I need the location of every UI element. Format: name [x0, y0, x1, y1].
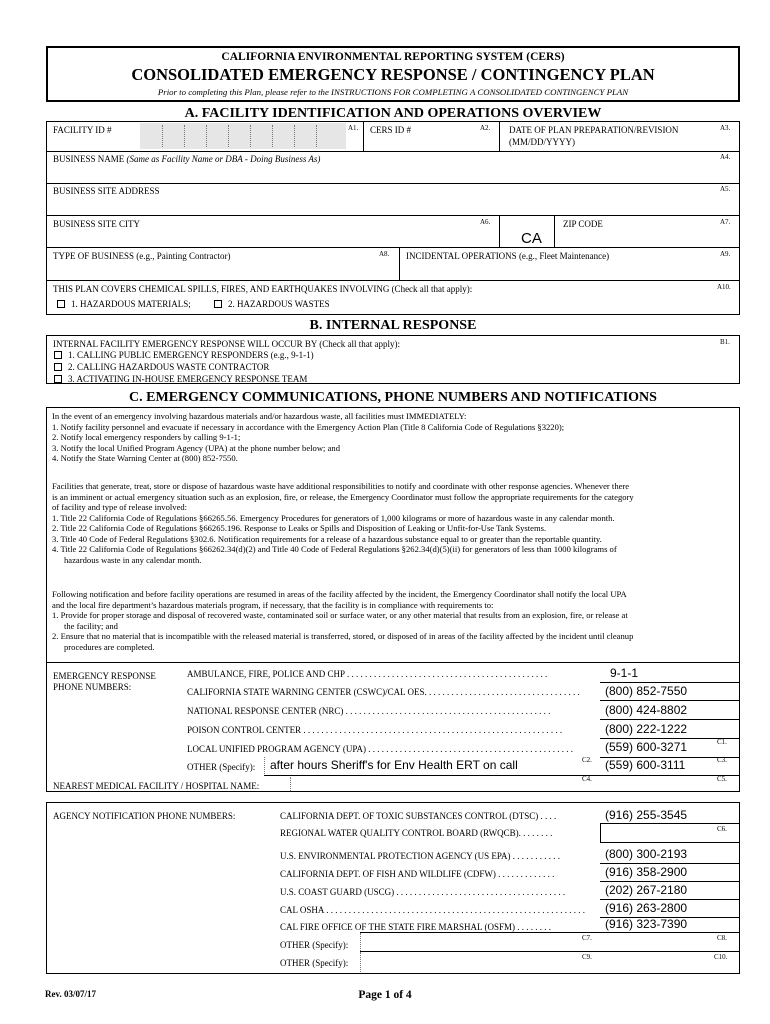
divider	[46, 183, 740, 184]
date-format-label: (MM/DD/YYYY)	[509, 137, 575, 147]
header-system: CALIFORNIA ENVIRONMENTAL REPORTING SYSTEM (CERS)	[221, 51, 565, 63]
emergency-row-label: LOCAL UNIFIED PROGRAM AGENCY (UPA) . . . . . . . . . . . . . . . . . . . . . . . . . . . . . . . . . . . . . . . . . . . . . .	[187, 744, 574, 754]
agency-row-label: REGIONAL WATER QUALITY CONTROL BOARD (RWQCB). . . . . . . .	[280, 828, 553, 838]
agency-phone-usepa[interactable]: (800) 300-2193	[605, 847, 688, 861]
facility-id-cell	[184, 125, 185, 147]
tag-c5: C5.	[717, 775, 727, 783]
tag-a8: A8.	[379, 250, 390, 258]
emergency-phone-nrc[interactable]: (800) 424-8802	[605, 703, 688, 717]
cers-id-label: CERS ID #	[370, 125, 412, 135]
zip-label: ZIP CODE	[563, 219, 603, 229]
hazardous-materials-label: 1. HAZARDOUS MATERIALS;	[71, 299, 191, 309]
section-c-title: C. EMERGENCY COMMUNICATIONS, PHONE NUMBERS AND NOTIFICATIONS	[129, 390, 657, 405]
tag-c4: C4.	[582, 775, 592, 783]
paragraph-hazardous-waste: Facilities that generate, treat, store or dispose of hazardous waste have additional responsibilities to notify and coordinate with other response agencies. Whenever there is an imminent or actual emergency situation such as an explosion, fire, or release, the Emergency Coordinator must follow the appropriate requirements for the category of facility and type of release involved: 1. Title 22 California Code of Regulations §66265.56. Emergency Procedures for generators of 1,000 kilograms or more of hazardous waste in any calendar month. 2. Title 22 California Code of Regulations §66265.196. Response to Leaks or Spills and Disposition of Leaking or Unfit-for-Use Tank Systems. 3. Title 40 Code of Federal Regulations §302.6. Notification requirements for a release of a hazardous substance equal to or greater than the reportable quantity. 4. Title 22 California Code of Regulations §66262.34(d)(2) and Title 40 Code of Federal Regulations §262.34(d)(5)(ii) for generators of less than 1000 kilograms of hazardous waste in any calendar month.	[52, 481, 634, 565]
in-house-team-label: 3. ACTIVATING IN-HOUSE EMERGENCY RESPONSE TEAM	[68, 374, 308, 384]
divider	[600, 700, 740, 701]
divider	[554, 215, 555, 247]
agency-row-label: U.S. COAST GUARD (USCG) . . . . . . . . . . . . . . . . . . . . . . . . . . . . . . . . . . . . . .	[280, 887, 566, 897]
tag-a1: A1.	[348, 124, 359, 132]
divider	[363, 121, 364, 152]
agency-row-label: CALIFORNIA DEPT. OF FISH AND WILDLIFE (CDFW) . . . . . . . . . . . . .	[280, 869, 555, 879]
agency-other-specify-input[interactable]	[360, 933, 599, 951]
date-label: DATE OF PLAN PREPARATION/REVISION	[509, 125, 679, 135]
other-specify-value: after hours Sheriff's for Env Health ERT on call	[270, 758, 518, 772]
nearest-medical-label: NEAREST MEDICAL FACILITY / HOSPITAL NAME:	[53, 781, 260, 791]
facility-id-cell	[228, 125, 229, 147]
divider	[46, 662, 740, 663]
divider	[600, 682, 740, 683]
facility-id-label: FACILITY ID #	[53, 125, 112, 135]
tag-a5: A5.	[720, 185, 731, 193]
calling-waste-contractor-checkbox[interactable]	[54, 363, 62, 371]
other-specify-label: OTHER (Specify):	[187, 762, 256, 772]
emergency-row-label: POISON CONTROL CENTER . . . . . . . . . . . . . . . . . . . . . . . . . . . . . . . . . . . . . . . . . . . . . . . . . . . . . . . . . .	[187, 725, 563, 735]
hazardous-wastes-label: 2. HAZARDOUS WASTES	[228, 299, 330, 309]
agency-phone-dtsc[interactable]: (916) 255-3545	[605, 808, 688, 822]
tag-c7: C7.	[582, 934, 592, 942]
nearest-medical-input[interactable]	[290, 777, 599, 791]
facility-id-cell	[272, 125, 273, 147]
divider	[46, 215, 740, 216]
facility-id-cell	[294, 125, 295, 147]
divider	[46, 247, 740, 248]
emergency-phone-label: EMERGENCY RESPONSE	[53, 671, 156, 681]
emergency-phone-poison[interactable]: (800) 222-1222	[605, 722, 688, 736]
emergency-phone-911[interactable]: 9-1-1	[610, 666, 639, 680]
agency-row-label: CALIFORNIA DEPT. OF TOXIC SUBSTANCES CONTROL (DTSC) . . . .	[280, 811, 557, 821]
tag-a7: A7.	[720, 218, 731, 226]
divider	[600, 863, 740, 864]
divider	[600, 899, 740, 900]
divider	[46, 151, 740, 152]
divider	[264, 775, 740, 776]
agency-phone-cdfw[interactable]: (916) 358-2900	[605, 865, 688, 879]
site-address-label: BUSINESS SITE ADDRESS	[53, 186, 160, 196]
calling-public-responders-label: 1. CALLING PUBLIC EMERGENCY RESPONDERS (e.g., 9-1-1)	[68, 350, 314, 360]
section-b-title: B. INTERNAL RESPONSE	[309, 318, 477, 333]
header-subtitle: Prior to completing this Plan, please refer to the INSTRUCTIONS FOR COMPLETING A CONSOLIDATED CONTINGENCY PLAN	[157, 87, 629, 97]
business-type-label: TYPE OF BUSINESS (e.g., Painting Contractor)	[53, 251, 231, 261]
emergency-phone-upa[interactable]: (559) 600-3271	[605, 740, 688, 754]
tag-c2: C2.	[582, 756, 592, 764]
paragraph-following: Following notification and before facility operations are resumed in areas of the facility affected by the incident, the Emergency Coordinator shall notify the local UPA and the local fire department’s hazardous materials program, if necessary, that the facility is in compliance with requirements to: 1. Provide for proper storage and disposal of recovered waste, contaminated soil or surface water, or any other material that results from an explosion, fire, or release at the facility; and 2. Ensure that no material that is incompatible with the released material is transferred, stored, or disposed of in areas of the facility affected by the incident until cleanup procedures are completed.	[52, 589, 634, 652]
site-city-label: BUSINESS SITE CITY	[53, 219, 141, 229]
revision-date: Rev. 03/07/17	[45, 989, 96, 999]
divider	[46, 280, 740, 281]
emergency-phone-label-2: PHONE NUMBERS:	[53, 682, 132, 692]
tag-a6: A6.	[480, 218, 491, 226]
site-address-field[interactable]	[50, 198, 736, 214]
paragraph-immediate: In the event of an emergency involving hazardous materials and/or hazardous waste, all facilities must IMMEDIATELY: 1. Notify facility personnel and evacuate if necessary in accordance with the Emergency Action Plan (Title 8 California Code of Regulations §3220); 2. Notify local emergency responders by calling 9-1-1; 3. Notify the local Unified Program Agency (UPA) at the phone number below; and 4. Notify the State Warning Center at (800) 852-7550.	[52, 411, 565, 463]
business-name-field[interactable]	[50, 166, 736, 182]
emergency-phone-cswc[interactable]: (800) 852-7550	[605, 684, 688, 698]
site-city-field[interactable]	[50, 230, 495, 246]
tag-c10: C10.	[714, 953, 728, 961]
agency-other-specify-label-2: OTHER (Specify):	[280, 958, 349, 968]
agency-other-specify-label: OTHER (Specify):	[280, 940, 349, 950]
page-title: CONSOLIDATED EMERGENCY RESPONSE / CONTINGENCY PLAN	[131, 65, 655, 84]
internal-response-label: INTERNAL FACILITY EMERGENCY RESPONSE WILL OCCUR BY (Check all that apply):	[53, 339, 400, 349]
divider	[600, 719, 740, 720]
tag-c6: C6.	[717, 825, 727, 833]
calling-waste-contractor-label: 2. CALLING HAZARDOUS WASTE CONTRACTOR	[68, 362, 270, 372]
divider	[399, 247, 400, 280]
agency-phone-calosha[interactable]: (916) 263-2800	[605, 901, 688, 915]
tag-a3: A3.	[720, 124, 731, 132]
section-a-title: A. FACILITY IDENTIFICATION AND OPERATIONS OVERVIEW	[184, 106, 602, 121]
tag-a10: A10.	[717, 283, 731, 291]
hazardous-wastes-checkbox[interactable]	[214, 300, 222, 308]
facility-id-cell	[206, 125, 207, 147]
tag-a9: A9.	[720, 250, 731, 258]
agency-phone-uscg[interactable]: (202) 267-2180	[605, 883, 688, 897]
agency-row-label: CAL OSHA . . . . . . . . . . . . . . . . . . . . . . . . . . . . . . . . . . . . . . . . . . . . . . . . . . . . . . . . . .	[280, 905, 585, 915]
emergency-row-label: NATIONAL RESPONSE CENTER (NRC) . . . . . . . . . . . . . . . . . . . . . . . . . . . . . . . . . . . . . . . . . . . . . .	[187, 706, 551, 716]
agency-phone-osfm[interactable]: (916) 323-7390	[605, 917, 688, 931]
calling-public-responders-checkbox[interactable]	[54, 351, 62, 359]
agency-row-label: CAL FIRE OFFICE OF THE STATE FIRE MARSHAL (OSFM) . . . . . . . .	[280, 922, 551, 932]
incidental-ops-label: INCIDENTAL OPERATIONS (e.g., Fleet Maintenance)	[406, 251, 610, 261]
tag-c1: C1.	[717, 738, 727, 746]
tag-c9: C9.	[582, 953, 592, 961]
plan-covers-label: THIS PLAN COVERS CHEMICAL SPILLS, FIRES, AND EARTHQUAKES INVOLVING (Check all that apply):	[53, 284, 473, 294]
tag-b1: B1.	[720, 338, 730, 346]
state-value[interactable]: CA	[521, 230, 542, 247]
emergency-row-label: CALIFORNIA STATE WARNING CENTER (CSWC)/CAL OES. . . . . . . . . . . . . . . . . . . . . . . . . . . . . . . . . . .	[187, 687, 580, 697]
in-house-team-checkbox[interactable]	[54, 375, 62, 383]
agency-other-specify-input-2[interactable]	[360, 952, 599, 972]
agency-phone-label: AGENCY NOTIFICATION PHONE NUMBERS:	[53, 811, 236, 821]
emergency-row-label: AMBULANCE, FIRE, POLICE AND CHP . . . . . . . . . . . . . . . . . . . . . . . . . . . . . . . . . . . . . . . . . . . . .	[187, 669, 548, 679]
zip-field[interactable]	[560, 230, 736, 246]
agency-row-label: U.S. ENVIRONMENTAL PROTECTION AGENCY (US EPA) . . . . . . . . . . .	[280, 851, 561, 861]
tag-a2: A2.	[480, 124, 491, 132]
page-number: Page 1 of 4	[358, 989, 412, 1001]
emergency-phone-other[interactable]: (559) 600-3111	[605, 758, 686, 772]
business-name-label: BUSINESS NAME (Same as Facility Name or DBA - Doing Business As)	[53, 154, 321, 164]
facility-id-cell	[316, 125, 317, 147]
facility-id-cell	[250, 125, 251, 147]
hazardous-materials-checkbox[interactable]	[57, 300, 65, 308]
tag-c3: C3.	[717, 756, 727, 764]
facility-id-cell	[162, 125, 163, 147]
divider	[600, 881, 740, 882]
incidental-ops-field[interactable]	[403, 262, 736, 278]
divider	[499, 121, 500, 152]
tag-c8: C8.	[717, 934, 727, 942]
business-type-field[interactable]	[50, 262, 395, 278]
divider	[499, 215, 500, 247]
tag-a4: A4.	[720, 153, 731, 161]
